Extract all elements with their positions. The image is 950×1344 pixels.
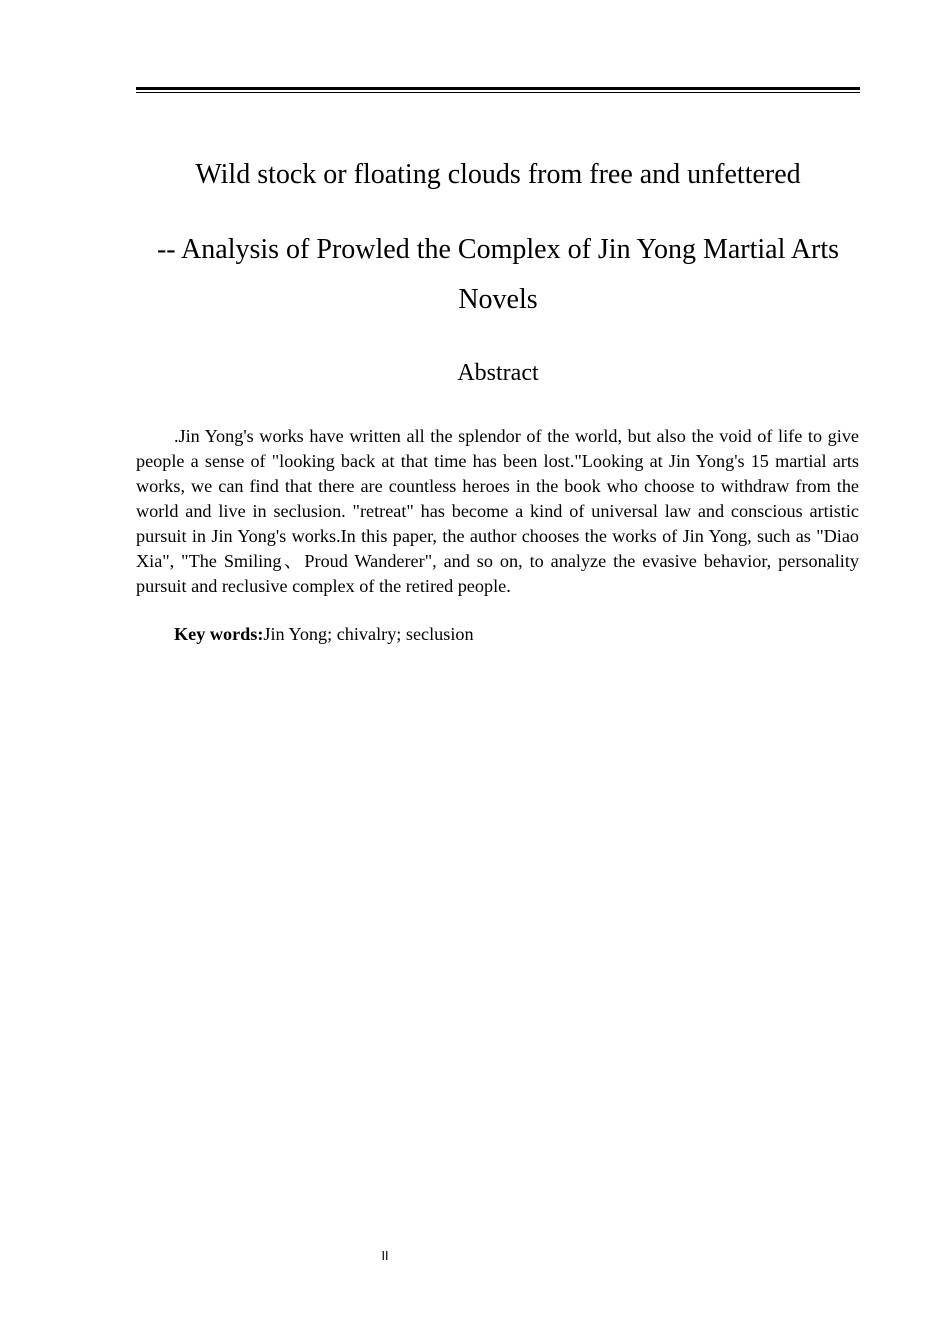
header-rule-thin [136,92,860,93]
abstract-paragraph: .Jin Yong's works have written all the splendor of the world, but also the void of life to give people a sense of "looking back at that time has been lost."Looking at Jin Yong's 15 martial arts works, we can find that there are countless heroes in the book who choose to withdraw from the world and live in seclusion. "retreat" has become a kind of universal law and conscious artistic pursuit in Jin Yong's works.In this paper, the author chooses the works of Jin Yong, such as "Diao Xia", "The Smiling、Proud Wanderer", and so on, to analyze the evasive behavior, personality pursuit and reclusive complex of the retired people. [136,426,859,596]
title-line-1: Wild stock or floating clouds from free and unfettered [195,159,801,190]
page-number: II [381,1249,389,1263]
title-line-2: -- Analysis of Prowled the Complex of Jin Yong Martial Arts Novels [156,234,840,315]
keywords-line [174,622,474,647]
abstract-heading: Abstract [457,360,539,386]
header-rule-thick [136,87,860,90]
keywords-label: Key words: [174,624,264,644]
keywords-value: Jin Yong; chivalry; seclusion [263,624,474,644]
